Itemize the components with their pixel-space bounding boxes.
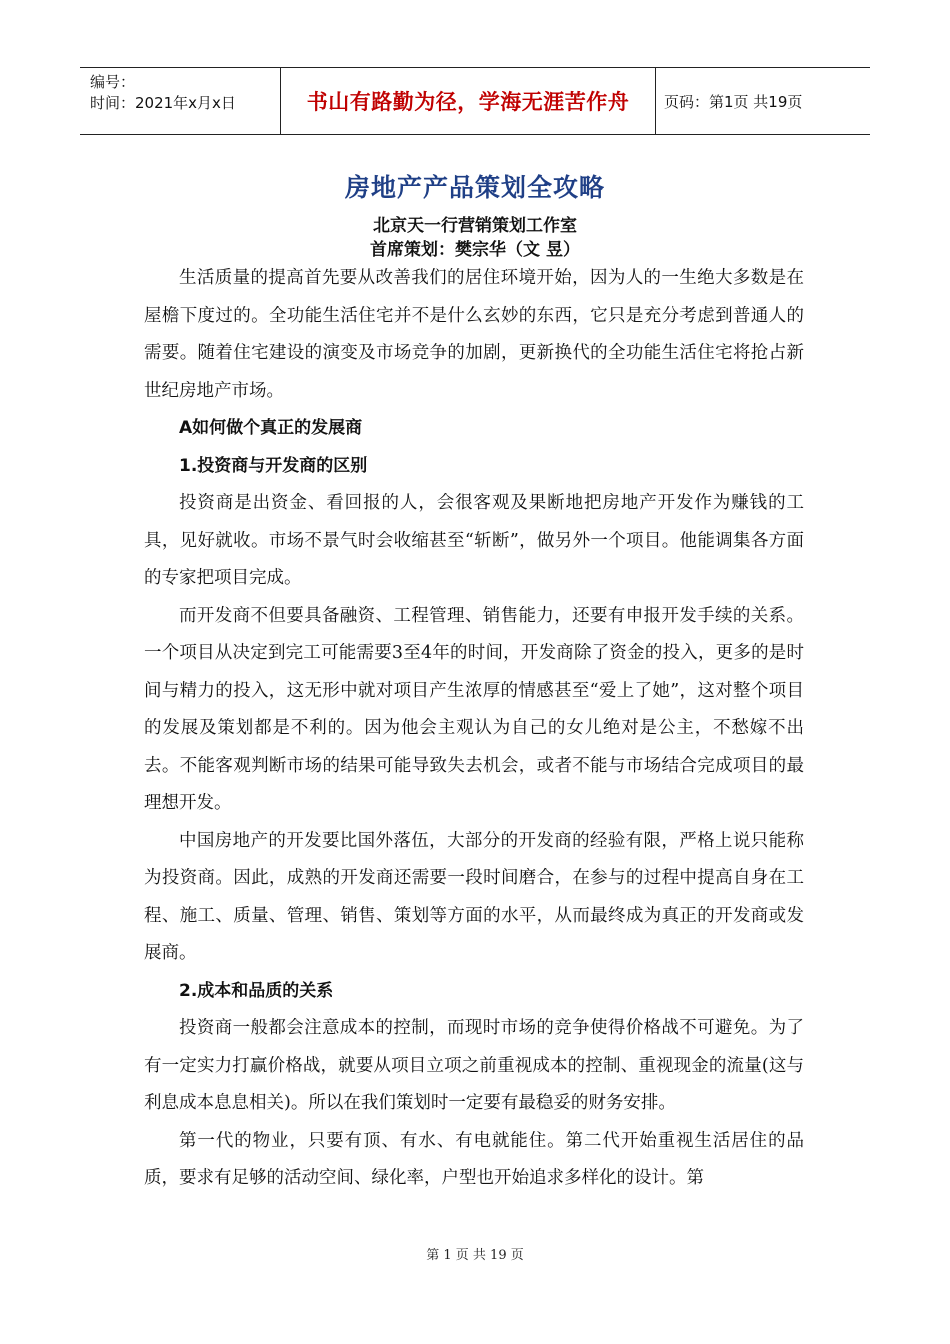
paragraph-investor: 投资商是出资金、看回报的人，会很客观及果断地把房地产开发作为赚钱的工具，见好就收。市场不景气时会收缩甚至“斩断”，做另外一个项目。他能调集各方面的专家把项目完成。	[144, 493, 804, 588]
paragraph-developer: 而开发商不但要具备融资、工程管理、销售能力，还要有申报开发手续的关系。一个项目从决定到完工可能需要3至4年的时间，开发商除了资金的投入，更多的是时间与精力的投入，这无形中就对项目产生浓厚的情感甚至“爱上了她”，这对整个项目的发展及策划都是不利的。因为他会主观认为自己的女儿绝对是公主，不愁嫁不出去。不能客观判断市场的结果可能导致失去机会，或者不能与市场结合完成项目的最理想开发。	[144, 605, 804, 813]
header-meta-cell	[80, 68, 280, 134]
motto-text: 书山有路勤为径，学海无涯苦作舟	[306, 90, 630, 114]
subtitle-author: 首席策划：樊宗华（文 昱）	[370, 240, 580, 260]
subtitle-organization: 北京天一行营销策划工作室	[373, 216, 577, 236]
section-heading-a: A如何做个真正的发展商	[179, 418, 363, 438]
paragraph-china-market: 中国房地产的开发要比国外落伍，大部分的开发商的经验有限，严格上说只能称为投资商。因此，成熟的开发商还需要一段时间磨合，在参与的过程中提高自身在工程、施工、质量、管理、销售、策划等方面的水平，从而最终成为真正的开发商或发展商。	[144, 830, 804, 963]
document-title: 房地产产品策划全攻略	[344, 173, 605, 202]
date-label: 时间：2021年x月x日	[90, 94, 236, 112]
page-footer: 第 1 页 共 19 页	[426, 1248, 524, 1263]
page-info: 页码：第1页 共19页	[664, 92, 803, 111]
section-heading-1: 1.投资商与开发商的区别	[179, 455, 368, 476]
paragraph-property-generations: 第一代的物业，只要有顶、有水、有电就能住。第二代开始重视生活居住的品质，要求有足够的活动空间、绿化率，户型也开始追求多样化的设计。第	[144, 1130, 804, 1188]
paragraph-intro: 生活质量的提高首先要从改善我们的居住环境开始，因为人的一生绝大多数是在屋檐下度过的。全功能生活住宅并不是什么玄妙的东西，它只是充分考虑到普通人的需要。随着住宅建设的演变及市场竞争的加剧，更新换代的全功能生活住宅将抢占新世纪房地产市场。	[144, 268, 804, 401]
paragraph-cost-control: 投资商一般都会注意成本的控制，而现时市场的竞争使得价格战不可避免。为了有一定实力打赢价格战，就要从项目立项之前重视成本的控制、重视现金的流量(这与利息成本息息相关)。所以在我们策划时一定要有最稳妥的财务安排。	[144, 1018, 804, 1113]
document-body	[144, 260, 804, 1198]
header-page-cell	[656, 68, 870, 134]
number-label: 编号：	[90, 73, 136, 91]
section-heading-2: 2.成本和品质的关系	[179, 980, 334, 1001]
header-motto-cell	[280, 68, 656, 134]
header-table	[80, 67, 870, 135]
